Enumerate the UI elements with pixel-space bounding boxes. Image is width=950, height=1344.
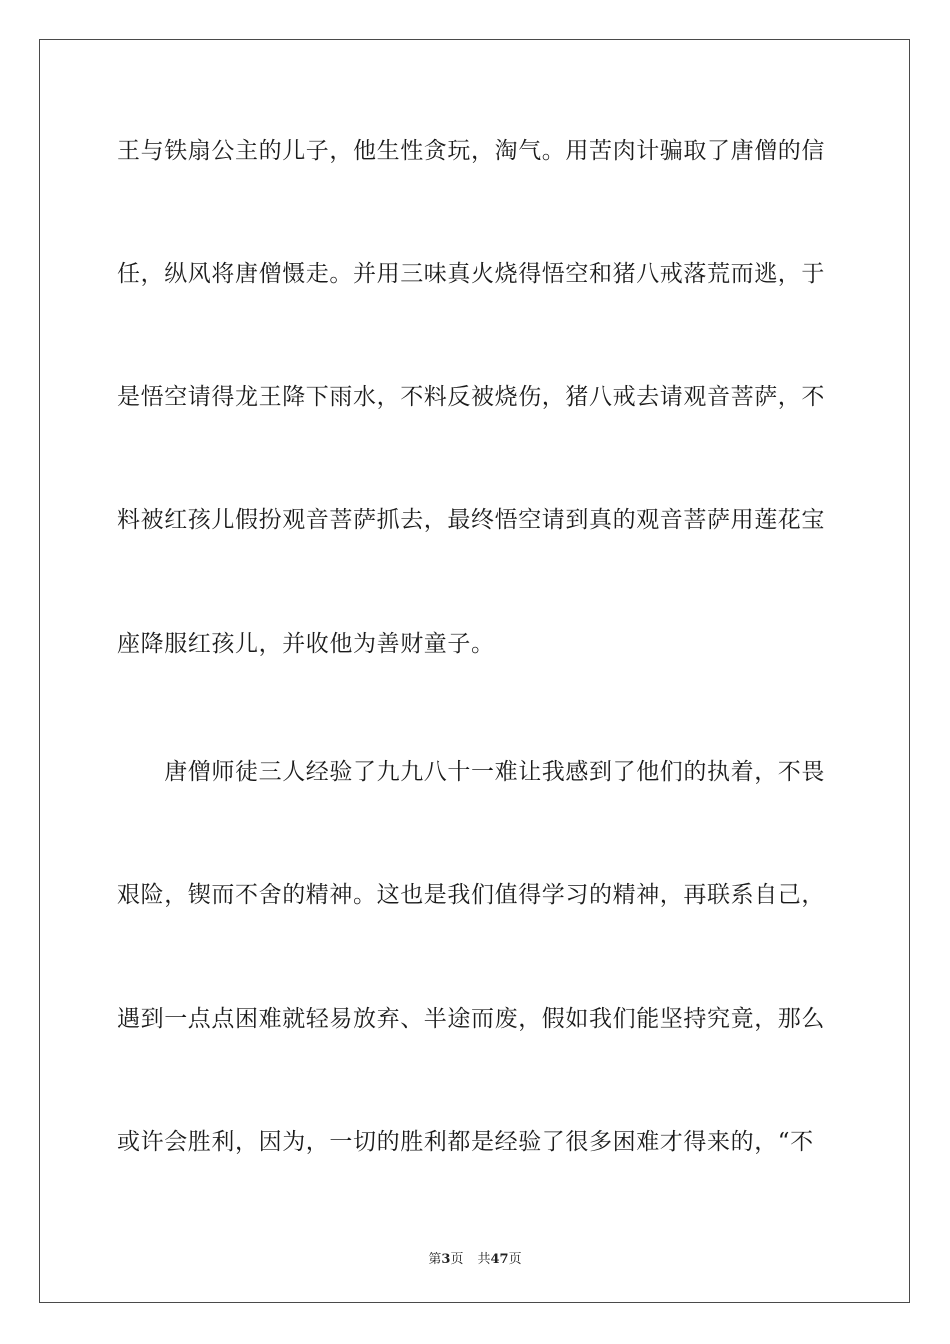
total-suffix: 页 bbox=[508, 1252, 522, 1267]
text-line-2: 任，纵风将唐僧慑走。并用三味真火烧得悟空和猪八戒落荒而逃，于 bbox=[117, 261, 825, 287]
page-number: 3 bbox=[441, 1252, 451, 1267]
page-prefix: 第 bbox=[428, 1252, 442, 1267]
text-line-3: 是悟空请得龙王降下雨水，不料反被烧伤，猪八戒去请观音菩萨，不 bbox=[117, 384, 825, 410]
text-line-7: 艰险，锲而不舍的精神。这也是我们值得学习的精神，再联系自己， bbox=[117, 882, 825, 908]
total-prefix: 共 bbox=[477, 1252, 491, 1267]
text-line-1: 王与铁扇公主的儿子，他生性贪玩，淘气。用苦肉计骗取了唐僧的信 bbox=[117, 138, 825, 164]
total-pages: 47 bbox=[490, 1252, 509, 1267]
text-line-4: 料被红孩儿假扮观音菩萨抓去，最终悟空请到真的观音菩萨用莲花宝 bbox=[117, 507, 825, 533]
text-line-9: 或许会胜利，因为，一切的胜利都是经验了很多困难才得来的，“不 bbox=[117, 1129, 814, 1155]
text-line-6: 唐僧师徒三人经验了九九八十一难让我感到了他们的执着，不畏 bbox=[117, 759, 825, 785]
text-line-8: 遇到一点点困难就轻易放弃、半途而废，假如我们能坚持究竟，那么 bbox=[117, 1006, 825, 1032]
text-line-5: 座降服红孩儿，并收他为善财童子。 bbox=[117, 631, 495, 657]
page-footer bbox=[0, 1248, 950, 1267]
page-border bbox=[39, 39, 910, 1303]
page-suffix: 页 bbox=[450, 1252, 464, 1267]
